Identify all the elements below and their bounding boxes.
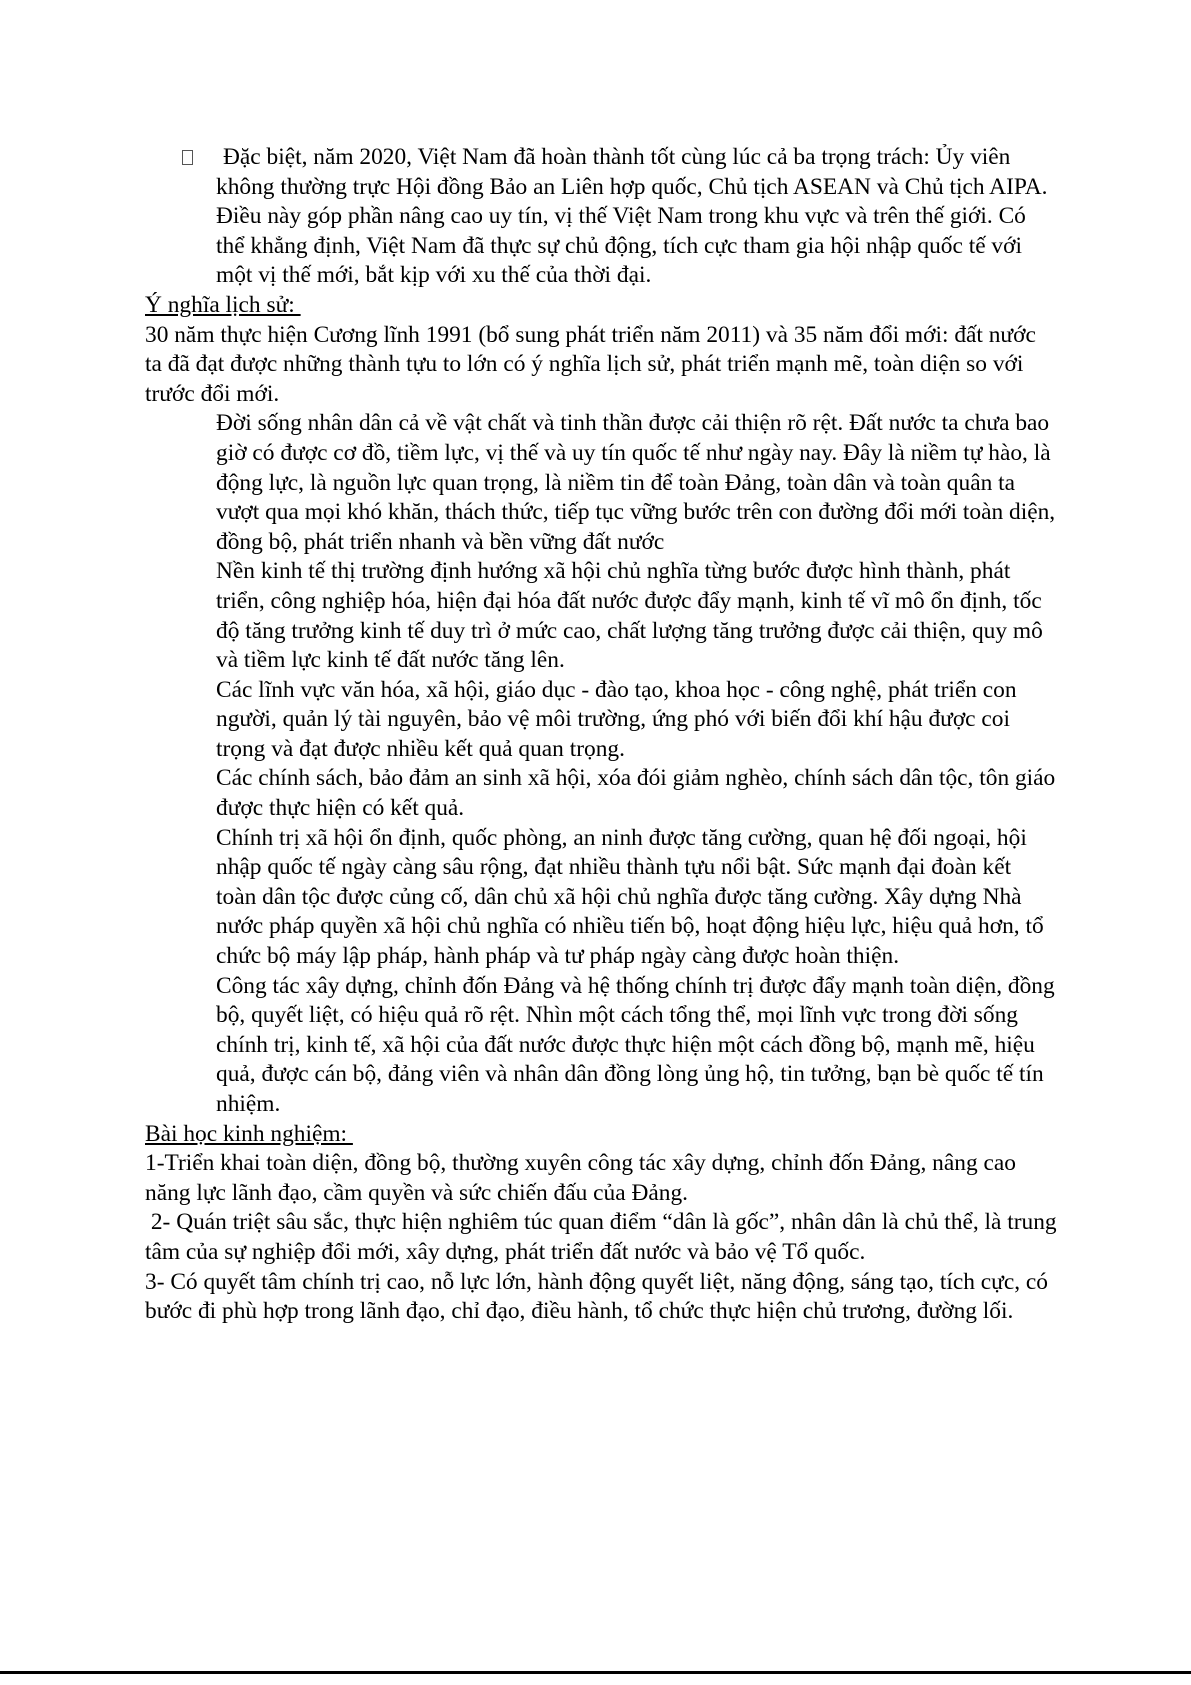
achievement-paragraph: Chính trị xã hội ổn định, quốc phòng, an ninh được tăng cường, quan hệ đối ngoại, hội nhập quốc tế ngày càng sâu rộng, đạt nhiều thành tựu nổi bật. Sức mạnh đại đoàn kết toàn dân tộc được củng cố, dân chủ xã hội chủ nghĩa được tăng cường. Xây dựng Nhà nước pháp quyền xã hội chủ nghĩa có nhiều tiến bộ, hoạt động hiệu lực, hiệu quả hơn, tổ chức bộ máy lập pháp, hành pháp và tư pháp ngày càng được hoàn thiện. bbox=[216, 824, 1044, 970]
lesson-paragraph: 2- Quán triệt sâu sắc, thực hiện nghiêm túc quan điểm “dân là gốc”, nhân dân là chủ thể, là trung tâm của sự nghiệp đổi mới, xây dựng, phát triển đất nước và bảo vệ Tổ quốc. bbox=[145, 1209, 1063, 1265]
achievement-paragraph: Đời sống nhân dân cả về vật chất và tinh thần được cải thiện rõ rệt. Đất nước ta chưa bao giờ có được cơ đồ, tiềm lực, vị thế và uy tín quốc tế như ngày nay. Đây là niềm tự hào, là động lực, là nguồn lực quan trọng, là niềm tin để toàn Đảng, toàn dân và toàn quân ta vượt qua mọi khó khăn, thách thức, tiếp tục vững bước trên con đường đổi mới toàn diện, đồng bộ, phát triển nhanh và bền vững đất nước bbox=[216, 410, 1056, 555]
bullet-item bbox=[145, 143, 1057, 291]
bullet-box-icon bbox=[182, 150, 193, 165]
page-bottom-rule bbox=[0, 1671, 1191, 1674]
achievement-paragraph: Công tác xây dựng, chỉnh đốn Đảng và hệ thống chính trị được đẩy mạnh toàn diện, đồng bộ, quyết liệt, có hiệu quả rõ rệt. Nhìn một cách tổng thể, mọi lĩnh vực trong đời sống chính trị, kinh tế, xã hội của đất nước được thực hiện một cách đồng bộ, mạnh mẽ, hiệu quả, được cán bộ, đảng viên và nhân dân đồng lòng ủng hộ, tin tưởng, bạn bè quốc tế tín nhiệm. bbox=[216, 972, 1055, 1117]
bullet-text: Đặc biệt, năm 2020, Việt Nam đã hoàn thành tốt cùng lúc cả ba trọng trách: Ủy viên không thường trực Hội đồng Bảo an Liên hợp quốc, Chủ tịch ASEAN và Chủ tịch AIPA. Điều này góp phần nâng cao uy tín, vị thế Việt Nam trong khu vực và trên thế giới. Có thể khẳng định, Việt Nam đã thực sự chủ động, tích cực tham gia hội nhập quốc tế với một vị thế mới, bắt kịp với xu thế của thời đại. bbox=[216, 144, 1048, 289]
section-intro-paragraph: 30 năm thực hiện Cương lĩnh 1991 (bổ sung phát triển năm 2011) và 35 năm đổi mới: đất nước ta đã đạt được những thành tựu to lớn có ý nghĩa lịch sử, phát triển mạnh mẽ, toàn diện so với trước đổi mới. bbox=[145, 321, 1036, 407]
section-heading-lessons: Bài học kinh nghiệm: bbox=[145, 1120, 353, 1147]
document-body bbox=[145, 143, 1063, 1327]
lesson-paragraph: 3- Có quyết tâm chính trị cao, nỗ lực lớn, hành động quyết liệt, năng động, sáng tạo, tích cực, có bước đi phù hợp trong lãnh đạo, chỉ đạo, điều hành, tổ chức thực hiện chủ trương, đường lối. bbox=[145, 1268, 1048, 1325]
section-heading-historical-meaning: Ý nghĩa lịch sử: bbox=[145, 291, 301, 318]
achievement-paragraph: Các chính sách, bảo đảm an sinh xã hội, xóa đói giảm nghèo, chính sách dân tộc, tôn giáo được thực hiện có kết quả. bbox=[216, 765, 1056, 822]
achievement-paragraph: Các lĩnh vực văn hóa, xã hội, giáo dục - đào tạo, khoa học - công nghệ, phát triển con người, quản lý tài nguyên, bảo vệ môi trường, ứng phó với biến đổi khí hậu được coi trọng và đạt được nhiều kết quả quan trọng. bbox=[216, 676, 1017, 762]
achievements-list bbox=[145, 409, 1057, 1119]
achievement-paragraph: Nền kinh tế thị trường định hướng xã hội chủ nghĩa từng bước được hình thành, phát triển, công nghiệp hóa, hiện đại hóa đất nước được đẩy mạnh, kinh tế vĩ mô ổn định, tốc độ tăng trưởng kinh tế duy trì ở mức cao, chất lượng tăng trưởng được cải thiện, quy mô và tiềm lực kinh tế đất nước tăng lên. bbox=[216, 558, 1043, 674]
lesson-paragraph: 1-Triển khai toàn diện, đồng bộ, thường xuyên công tác xây dựng, chỉnh đốn Đảng, nâng cao năng lực lãnh đạo, cầm quyền và sức chiến đấu của Đảng. bbox=[145, 1150, 1016, 1206]
